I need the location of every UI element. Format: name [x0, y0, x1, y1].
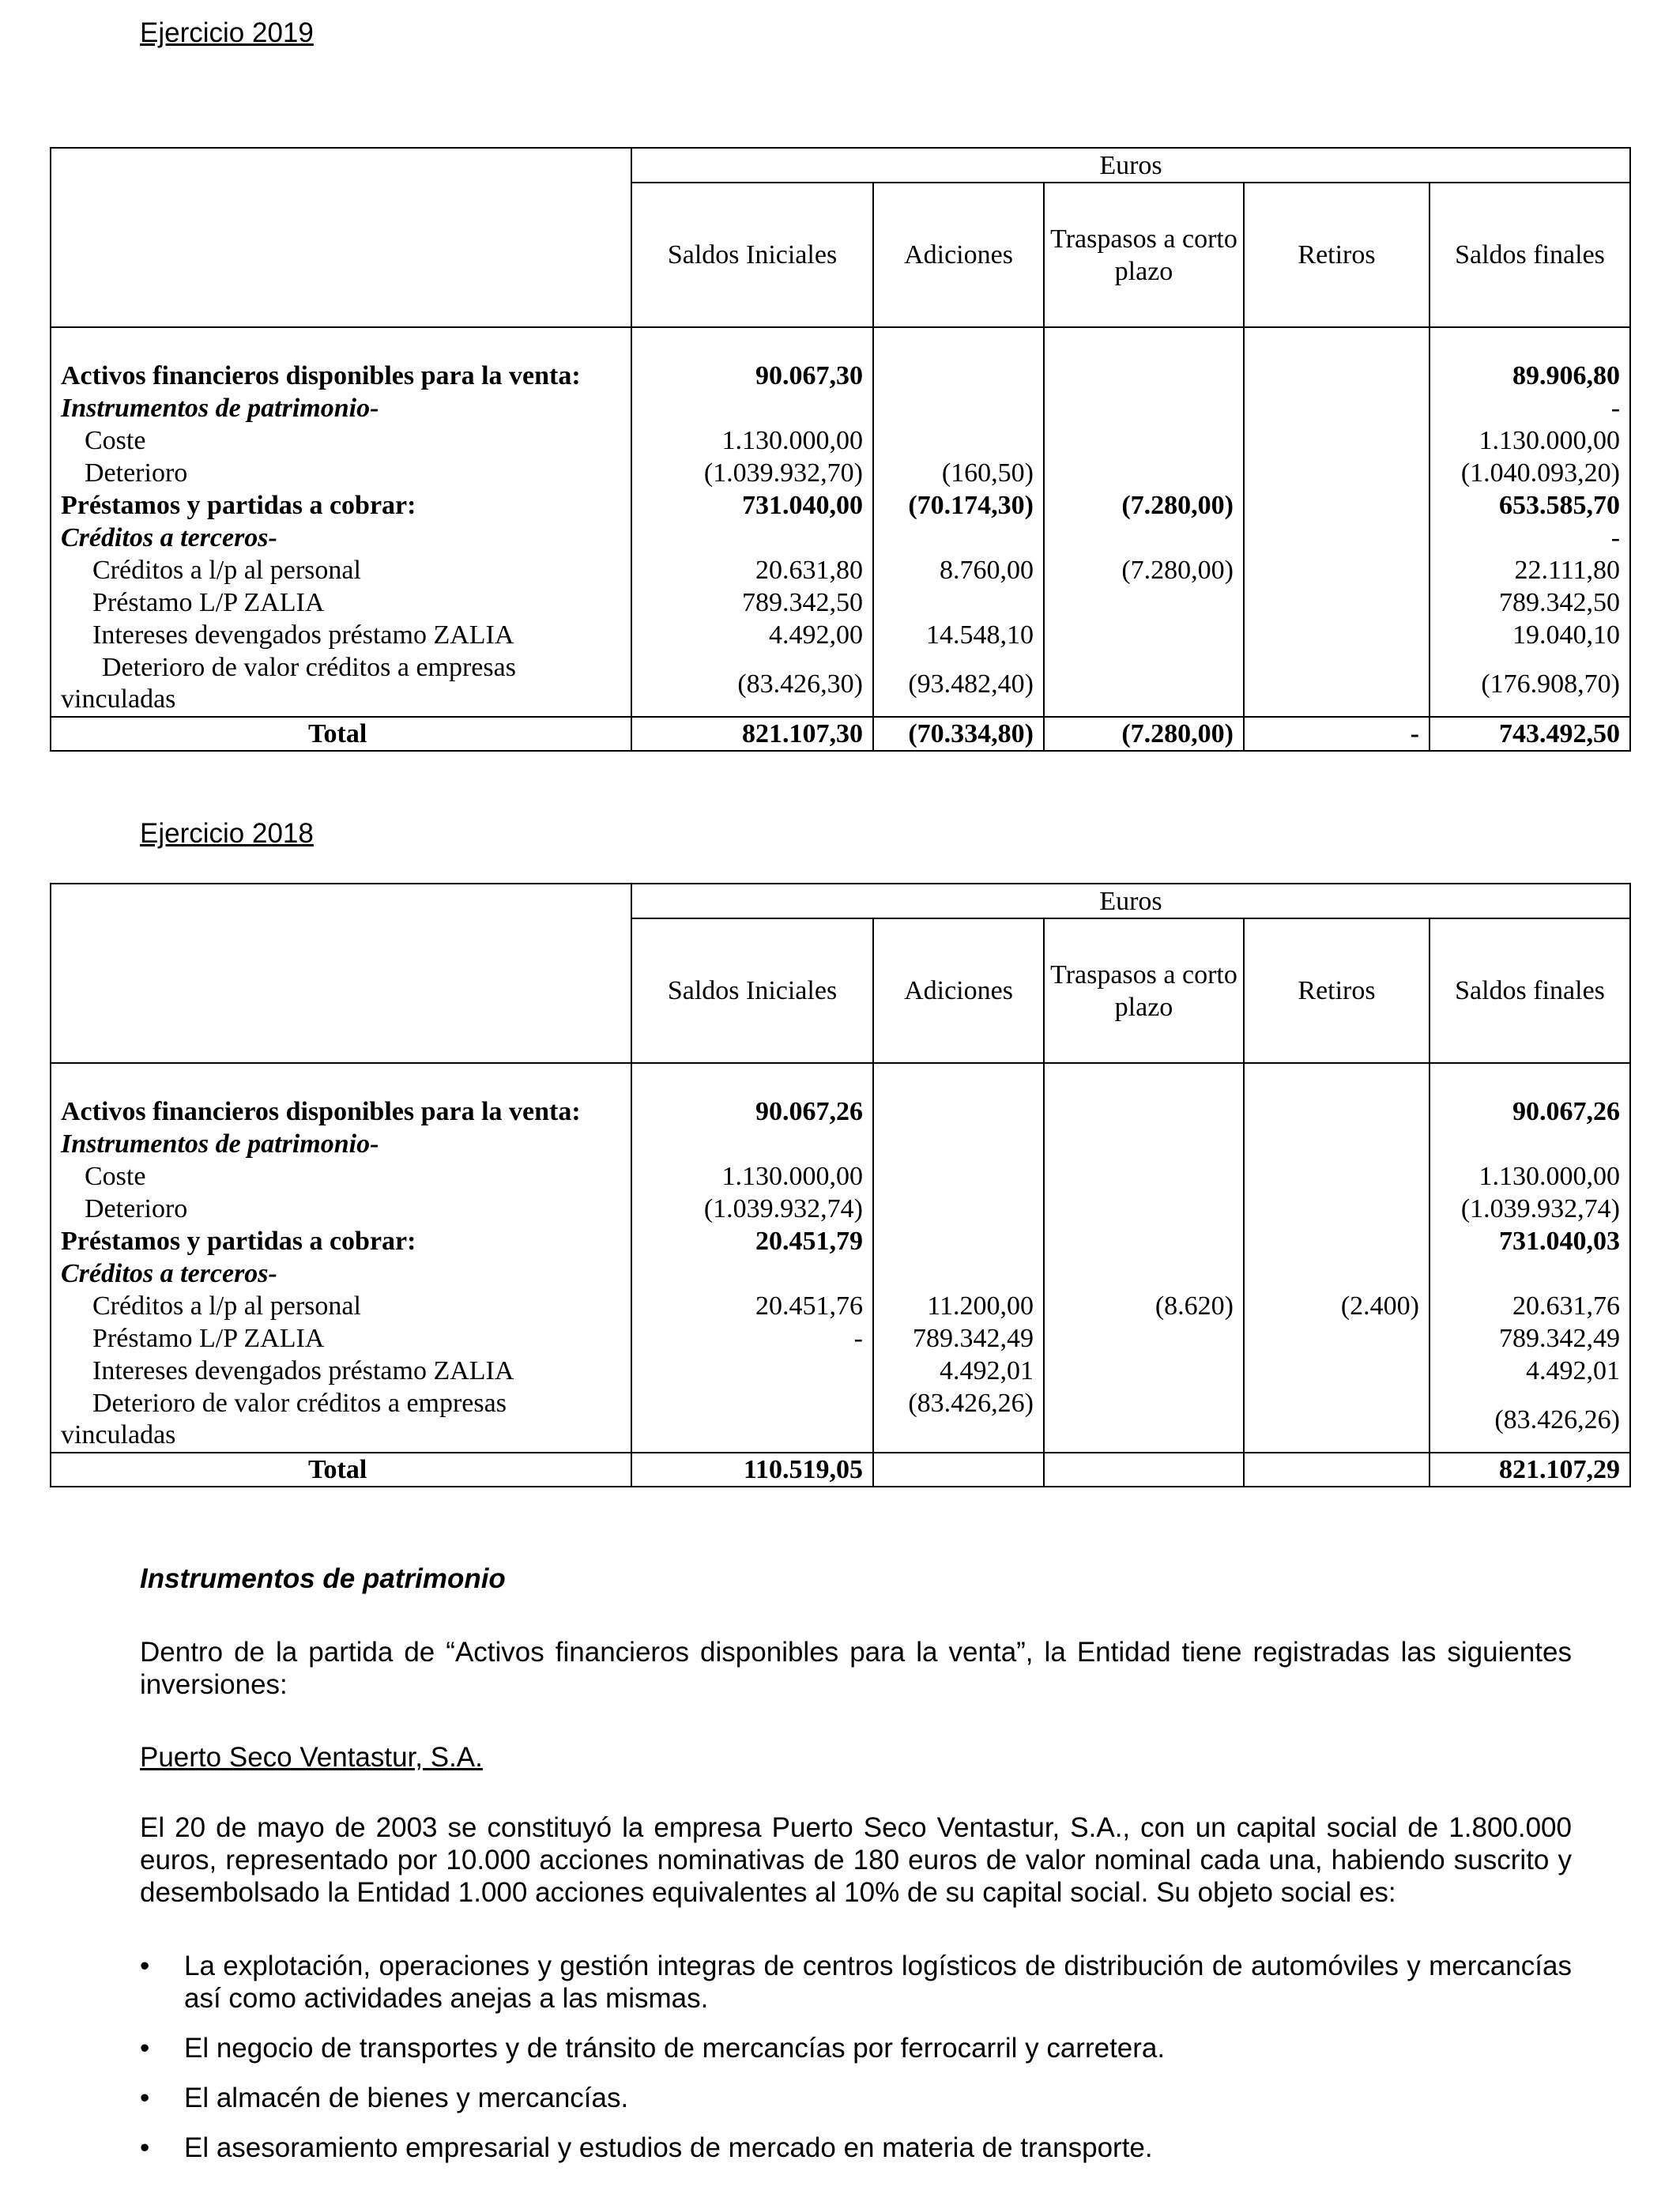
table-row: Coste 1.130.000,00 1.130.000,00	[51, 424, 1630, 457]
list-item: • La explotación, operaciones y gestión integras de centros logísticos de distribución de automóviles y mercancías así como actividades anejas a las mismas.	[140, 1951, 1572, 2014]
col-header-saldos-finales: Saldos finales	[1430, 918, 1630, 1063]
table-header-empty-cell	[51, 884, 631, 1063]
total-row: Total 110.519,05 821.107,29	[51, 1453, 1630, 1487]
table-row: Deterioro (1.039.932,74) (1.039.932,74)	[51, 1193, 1630, 1225]
table-row: Deterioro de valor créditos a empresas vinculadas (83.426,26) (83.426,26)	[51, 1387, 1630, 1453]
table-row: Créditos a terceros-	[51, 1257, 1630, 1290]
table-row: Intereses devengados préstamo ZALIA 4.492,01 4.492,01	[51, 1355, 1630, 1387]
bullet-icon: •	[140, 2083, 150, 2113]
table-row: Préstamos y partidas a cobrar: 20.451,79 731.040,03	[51, 1225, 1630, 1257]
table-row: Instrumentos de patrimonio-	[51, 1128, 1630, 1160]
col-header-retiros: Retiros	[1244, 183, 1430, 327]
company-paragraph: El 20 de mayo de 2003 se constituyó la empresa Puerto Seco Ventastur, S.A., con un capital social de 1.800.000 euros, representado por 10.000 acciones nominativas de 180 euros de valor nominal cada una, habiendo suscrito y desembolsado la Entidad 1.000 acciones equivalentes al 10% de su capital social. Su objeto social es:	[140, 1812, 1572, 1908]
col-header-adiciones: Adiciones	[873, 183, 1044, 327]
table-row: Coste 1.130.000,00 1.130.000,00	[51, 1160, 1630, 1193]
company-heading: Puerto Seco Ventastur, S.A.	[140, 1742, 483, 1773]
col-header-adiciones: Adiciones	[873, 918, 1044, 1063]
bullet-icon: •	[140, 2033, 150, 2064]
bullet-icon: •	[140, 2132, 150, 2163]
table-row: Instrumentos de patrimonio- -	[51, 392, 1630, 424]
col-header-saldos-iniciales: Saldos Iniciales	[631, 918, 873, 1063]
table-row: Créditos a l/p al personal 20.631,80 8.760,00 (7.280,00) 22.111,80	[51, 554, 1630, 586]
table-row: Activos financieros disponibles para la venta: 90.067,30 89.906,80	[51, 360, 1630, 392]
table-row: Créditos a l/p al personal 20.451,76 11.200,00 (8.620) (2.400) 20.631,76	[51, 1290, 1630, 1322]
bullet-icon: •	[140, 1951, 150, 1981]
bullet-list	[140, 1950, 1572, 2164]
table-2019	[50, 147, 1631, 752]
col-header-saldos-iniciales: Saldos Iniciales	[631, 183, 873, 327]
euros-label: Euros	[631, 148, 1630, 183]
table-2018	[50, 883, 1631, 1487]
section-subtitle: Instrumentos de patrimonio	[140, 1563, 506, 1594]
heading-2018: Ejercicio 2018	[140, 818, 314, 849]
col-header-traspasos: Traspasos a corto plazo	[1044, 183, 1244, 327]
heading-2019: Ejercicio 2019	[140, 17, 314, 48]
table-row: Préstamo L/P ZALIA 789.342,50 789.342,50	[51, 586, 1630, 619]
list-item: • El almacén de bienes y mercancías.	[140, 2083, 629, 2113]
table-row: Deterioro de valor créditos a empresas vinculadas (83.426,30) (93.482,40) (176.908,70)	[51, 651, 1630, 717]
list-item: • El negocio de transportes y de tránsito de mercancías por ferrocarril y carretera.	[140, 2033, 1166, 2064]
table-row: Créditos a terceros- -	[51, 522, 1630, 554]
total-row: Total 821.107,30 (70.334,80) (7.280,00) - 743.492,50	[51, 717, 1630, 751]
table-header-empty-cell	[51, 148, 631, 327]
col-header-traspasos: Traspasos a corto plazo	[1044, 918, 1244, 1063]
intro-paragraph: Dentro de la partida de “Activos financieros disponibles para la venta”, la Entidad tiene registradas las siguientes inversiones:	[140, 1637, 1572, 1700]
table-row: Préstamos y partidas a cobrar: 731.040,00 (70.174,30) (7.280,00) 653.585,70	[51, 489, 1630, 522]
table-row: Activos financieros disponibles para la venta: 90.067,26 90.067,26	[51, 1095, 1630, 1128]
table-row: Préstamo L/P ZALIA - 789.342,49 789.342,49	[51, 1322, 1630, 1355]
col-header-retiros: Retiros	[1244, 918, 1430, 1063]
col-header-saldos-finales: Saldos finales	[1430, 183, 1630, 327]
table-row: Intereses devengados préstamo ZALIA 4.492,00 14.548,10 19.040,10	[51, 619, 1630, 651]
table-row: Deterioro (1.039.932,70) (160,50) (1.040.093,20)	[51, 457, 1630, 489]
list-item: • El asesoramiento empresarial y estudios de mercado en materia de transporte.	[140, 2132, 1153, 2163]
euros-label: Euros	[631, 884, 1630, 918]
